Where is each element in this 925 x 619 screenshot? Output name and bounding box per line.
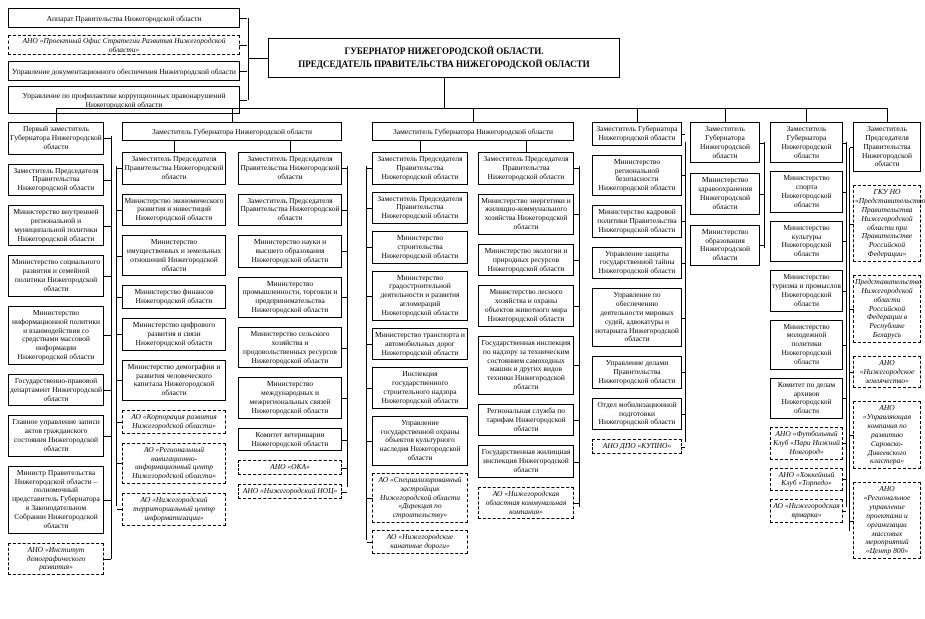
deputy-governor-header-1: Заместитель Губернатора Нижегородской области: [122, 122, 342, 141]
org-unit-box: Министерство транспорта и автомобильных дорог Нижегородской области: [372, 328, 468, 361]
org-unit-box: Министерство социального развития и семейной политики Нижегородской области: [8, 255, 104, 296]
org-unit-box: Министерство градостроительной деятельности и развития агломераций Нижегородской области: [372, 271, 468, 321]
column-header-box: Заместитель Губернатора Нижегородской области: [592, 122, 682, 146]
connector-line: [849, 148, 850, 531]
governor-line1: ГУБЕРНАТОР НИЖЕГОРОДСКОЙ ОБЛАСТИ.: [344, 46, 544, 57]
org-unit-box: Заместитель Председателя Правительства Нижегородской области: [372, 192, 468, 225]
org-unit-box: Министерство экономического развития и инвестиций Нижегородской области: [122, 194, 226, 227]
org-unit-box: Министерство демографии и развития человеческого капитала Нижегородской области: [122, 360, 226, 401]
org-unit-box: Заместитель Председателя Правительства Нижегородской области: [122, 152, 226, 185]
connector-line: [111, 136, 112, 559]
org-unit-box: Управление делами Правительства Нижегородской области: [592, 356, 682, 389]
connector-line: [174, 141, 175, 152]
column-construction: [372, 152, 468, 554]
governor-box: [268, 38, 620, 78]
org-unit-box: АНО «Футбольный Клуб «Пари Нижний Новгород»: [770, 427, 843, 460]
connector-line: [248, 58, 268, 59]
org-unit-box: Министерство энергетики и жилищно-коммунального хозяйства Нижегородской области: [478, 194, 574, 235]
org-unit-box: ГКУ НО «Представительство Правительства Нижегородской области при Правительстве Российской Федерации»: [853, 185, 921, 262]
org-unit-box: Министерство образования Нижегородской области: [690, 225, 760, 266]
document-management-box: Управление документационного обеспечения Нижегородской области: [8, 61, 240, 81]
org-unit-box: АНО «ОКА»: [238, 460, 342, 475]
org-unit-box: АНО «Управляющая компания по развитию Саровско-Дивеевского кластера»: [853, 401, 921, 469]
org-unit-box: АО «Региональный навигационно-информационный центр Нижегородской области»: [122, 443, 226, 484]
org-unit-box: Управление защиты государственной тайны Нижегородской области: [592, 247, 682, 280]
org-unit-box: Министерство культуры Нижегородской области: [770, 221, 843, 262]
org-unit-box: АНО «Нижегородское землячество»: [853, 356, 921, 389]
org-unit-box: АО «Корпорация развития Нижегородской области»: [122, 410, 226, 434]
org-unit-box: Инспекция государственного строительного надзора Нижегородской области: [372, 367, 468, 408]
apparatus-box: Аппарат Правительства Нижегородской области: [8, 8, 240, 28]
column-security: [592, 122, 682, 454]
org-unit-box: Министерство лесного хозяйства и охраны объектов животного мира Нижегородской области: [478, 285, 574, 326]
connector-line: [806, 108, 807, 122]
connector-line: [420, 141, 421, 152]
org-unit-box: Министерство молодежной политики Нижегородской области: [770, 320, 843, 370]
org-unit-box: Министерство международных и межрегиональных связей Нижегородской области: [238, 377, 342, 418]
org-unit-box: Министерство туризма и промыслов Нижегородской области: [770, 270, 843, 311]
org-unit-box: Министерство имущественных и земельных отношений Нижегородской области: [122, 235, 226, 276]
governor-line2: ПРЕДСЕДАТЕЛЬ ПРАВИТЕЛЬСТВА НИЖЕГОРОДСКОЙ ОБЛАСТИ: [298, 59, 590, 69]
connector-line: [232, 108, 233, 122]
org-unit-box: Министерство спорта Нижегородской области: [770, 171, 843, 212]
connector-line: [887, 108, 888, 122]
project-office-box: АНО «Проектный Офис Стратегии Развития Нижегородской области»: [8, 35, 240, 55]
deputy-governor-header-2: Заместитель Губернатора Нижегородской области: [372, 122, 574, 141]
column-header-box: Заместитель Губернатора Нижегородской области: [690, 122, 760, 163]
org-unit-box: Управление государственной охраны объектов культурного наследия Нижегородской области: [372, 416, 468, 466]
org-unit-box: АНО ДПО «КУПНО»: [592, 439, 682, 454]
connector-line: [473, 108, 474, 122]
org-unit-box: АО «Нижегородская областная коммунальная компания»: [478, 487, 574, 520]
connector-line: [56, 108, 887, 109]
org-unit-box: Заместитель Председателя Правительства Нижегородской области: [238, 152, 342, 185]
org-unit-box: АО «Нижегородская ярмарка»: [770, 499, 843, 523]
connector-line: [366, 166, 367, 540]
org-unit-box: Министерство информационной политики и взаимодействия со средствами массовой информации Нижегородской области: [8, 306, 104, 365]
connector-line: [347, 166, 348, 487]
org-unit-box: Министерство промышленности, торговли и предпринимательства Нижегородской области: [238, 277, 342, 318]
org-unit-box: Государственная инспекция по надзору за техническим состоянием самоходных машин и других видов техники Нижегородской области: [478, 336, 574, 395]
org-unit-box: Заместитель Председателя Правительства Нижегородской области: [8, 164, 104, 197]
column-representation: [853, 122, 925, 559]
org-unit-box: Министерство цифрового развития и связи Нижегородской области: [122, 318, 226, 351]
connector-line: [248, 18, 249, 100]
connector-line: [725, 108, 726, 122]
column-industry: [238, 152, 342, 499]
org-unit-box: Представительство Нижегородской области Российской Федерации в Республике Беларусь: [853, 275, 921, 343]
column-first-deputy: [8, 122, 104, 575]
org-unit-box: АНО «Хоккейный Клуб «Торпедо»: [770, 468, 843, 492]
org-unit-box: АО «Нижегородский территориальный центр информатизации»: [122, 493, 226, 526]
org-unit-box: Главное управление записи актов гражданского состояния Нижегородской области: [8, 415, 104, 456]
org-unit-box: Заместитель Председателя Правительства Нижегородской области: [478, 152, 574, 185]
org-unit-box: Государственно-правовой департамент Нижегородской области: [8, 374, 104, 407]
org-unit-box: АНО «Нижегородский НОЦ»: [238, 484, 342, 499]
column-health: [690, 122, 760, 266]
org-unit-box: Региональная служба по тарифам Нижегородской области: [478, 404, 574, 437]
column-sport-culture: [770, 122, 843, 523]
column-economy: [122, 152, 226, 526]
org-unit-box: Министерство строительства Нижегородской области: [372, 231, 468, 264]
org-unit-box: Министерство финансов Нижегородской области: [122, 285, 226, 309]
connector-line: [290, 141, 291, 152]
column-energy: [478, 152, 574, 519]
connector-line: [444, 78, 445, 108]
org-unit-box: Комитет по делам архивов Нижегородской области: [770, 378, 843, 419]
org-unit-box: Министерство экологии и природных ресурсов Нижегородской области: [478, 244, 574, 277]
connector-line: [526, 141, 527, 152]
org-unit-box: Государственная жилищная инспекция Нижегородской области: [478, 445, 574, 478]
org-unit-box: АНО «Региональное управление проектами и организации массовых мероприятий «Центр 800»: [853, 482, 921, 559]
org-unit-box: Управление по обеспечению деятельности мировых судей, адвокатуры и нотариата Нижегородской области: [592, 288, 682, 347]
org-unit-box: Министр Правительства Нижегородской области – полномочный представитель Губернатора в Законодательном Собрании Нижегородской области: [8, 466, 104, 534]
org-unit-box: Комитет ветеринарии Нижегородской области: [238, 428, 342, 452]
org-unit-box: Министерство сельского хозяйства и продовольственных ресурсов Нижегородской области: [238, 327, 342, 368]
org-unit-box: Заместитель Председателя Правительства Нижегородской области: [238, 194, 342, 227]
org-unit-box: Министерство региональной безопасности Нижегородской области: [592, 155, 682, 196]
connector-line: [116, 166, 117, 506]
org-unit-box: Министерство науки и высшего образования Нижегородской области: [238, 235, 342, 268]
org-unit-box: АО «Специализированный застройщик Нижегородской области «Дирекция по строительству»: [372, 473, 468, 523]
org-unit-box: АО «Нижегородские канатные дороги»: [372, 530, 468, 554]
connector-line: [579, 166, 580, 507]
org-unit-box: Министерство здравоохранения Нижегородской области: [690, 173, 760, 214]
column-header-box: Заместитель Губернатора Нижегородской области: [770, 122, 843, 163]
connector-line: [846, 142, 847, 507]
column-header-box: Заместитель Председателя Правительства Нижегородской области: [853, 122, 921, 172]
connector-line: [637, 108, 638, 122]
org-unit-box: Министерство внутренней региональной и муниципальной политики Нижегородской области: [8, 205, 104, 246]
connector-line: [685, 142, 686, 442]
org-unit-box: Министерство кадровой политики Правительства Нижегородской области: [592, 205, 682, 238]
anticorruption-box: Управление по профилактике коррупционных правонарушений Нижегородской области: [8, 86, 240, 114]
org-unit-box: Отдел мобилизационной подготовки Нижегородской области: [592, 398, 682, 431]
connector-line: [56, 108, 57, 122]
org-unit-box: АНО «Институт демографического развития»: [8, 543, 104, 576]
connector-line: [764, 142, 765, 248]
org-unit-box: Заместитель Председателя Правительства Нижегородской области: [372, 152, 468, 185]
column-header-box: Первый заместитель Губернатора Нижегородской области: [8, 122, 104, 155]
